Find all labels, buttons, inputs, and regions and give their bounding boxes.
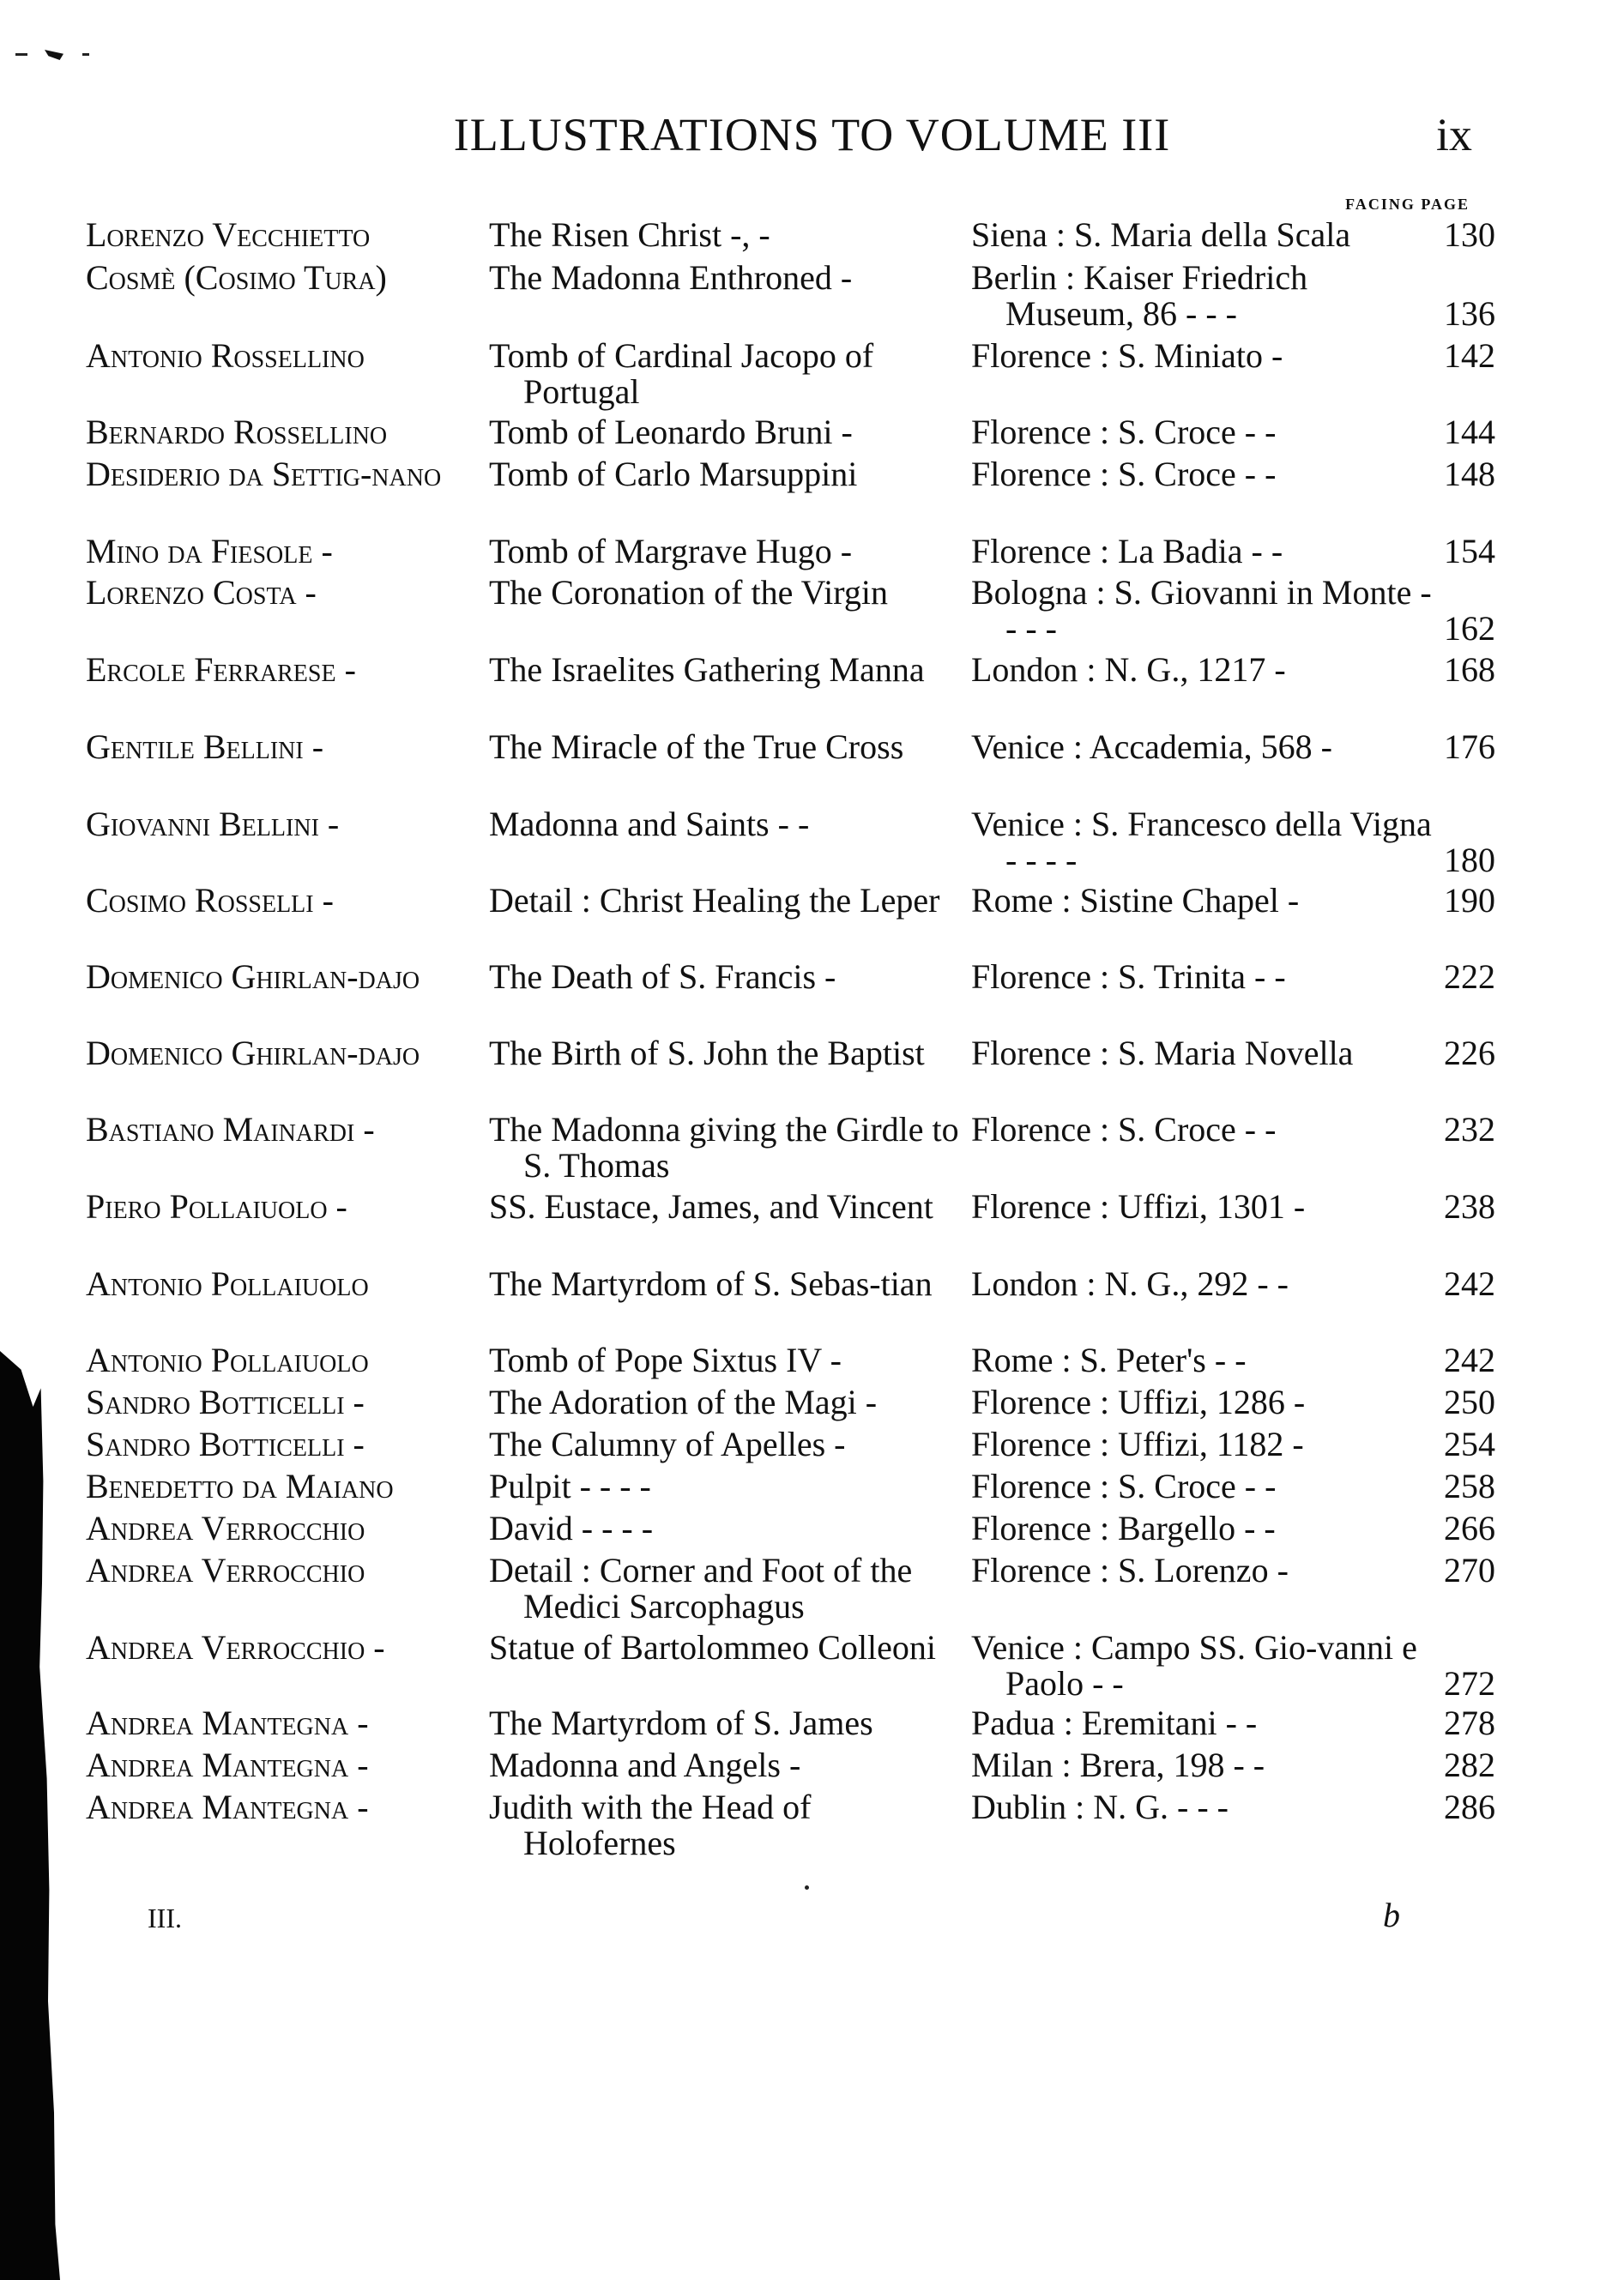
illustration-location: Florence : Uffizi, 1182 - [971, 1425, 1304, 1463]
illustration-subject: Madonna and Saints - - [489, 805, 810, 843]
scan-speck [45, 50, 63, 60]
artist-name: Antonio Pollaiuolo [86, 1264, 369, 1303]
facing-page-number: 144 [1444, 413, 1495, 451]
artist-name: Antonio Rossellino [86, 336, 365, 375]
artist-name: Andrea Verrocchio [86, 1509, 365, 1547]
illustration-subject: The Adoration of the Magi - [489, 1383, 878, 1421]
illustration-location: Florence : S. Croce - - [971, 1110, 1277, 1149]
illustration-location: Venice : Accademia, 568 - [971, 727, 1332, 766]
illustration-location: Dublin : N. G. - - - [971, 1788, 1229, 1826]
binding-shadow [0, 1351, 60, 2280]
facing-page-number: 130 [1444, 215, 1495, 254]
facing-page-number: 222 [1444, 957, 1495, 996]
facing-page-number: 180 [1444, 841, 1495, 879]
facing-page-number: 242 [1444, 1341, 1495, 1379]
illustration-location: Bologna : S. Giovanni in Monte - - - - [971, 573, 1432, 648]
illustration-subject: Tomb of Cardinal Jacopo of Portugal [489, 336, 874, 411]
artist-name: Bernardo Rossellino [86, 413, 388, 451]
artist-name: Andrea Mantegna - [86, 1746, 369, 1784]
illustration-subject: Pulpit - - - - [489, 1467, 651, 1505]
illustration-subject: Tomb of Carlo Marsuppini [489, 455, 858, 493]
illustration-subject: The Martyrdom of S. James [489, 1704, 873, 1742]
illustration-location: Florence : S. Lorenzo - [971, 1551, 1289, 1589]
illustration-location: Rome : S. Peter's - - [971, 1341, 1247, 1379]
artist-name: Domenico Ghirlan-dajo [86, 957, 420, 996]
signature-mark: III. [148, 1903, 182, 1933]
facing-page-number: 142 [1444, 336, 1495, 375]
facing-page-number: 168 [1444, 650, 1495, 689]
artist-name: Antonio Pollaiuolo [86, 1341, 369, 1379]
gathering-letter: b [1383, 1896, 1400, 1934]
facing-page-number: 242 [1444, 1264, 1495, 1303]
illustration-location: Berlin : Kaiser Friedrich Museum, 86 - - - [971, 258, 1308, 333]
artist-name: Cosmè (Cosimo Tura) [86, 258, 387, 297]
illustration-subject: The Martyrdom of S. Sebas-tian [489, 1264, 933, 1303]
illustration-subject: Detail : Corner and Foot of the Medici Sarcophagus [489, 1551, 913, 1626]
illustration-location: Florence : S. Trinita - - [971, 957, 1286, 996]
artist-name: Sandro Botticelli - [86, 1383, 365, 1421]
facing-page-number: 162 [1444, 609, 1495, 648]
illustration-location: Florence : S. Maria Novella [971, 1034, 1354, 1072]
artist-name: Piero Pollaiuolo - [86, 1187, 347, 1226]
facing-page-number: 254 [1444, 1425, 1495, 1463]
illustration-location: Venice : S. Francesco della Vigna - - - - [971, 805, 1432, 879]
scan-speck [15, 53, 27, 56]
artist-name: Lorenzo Vecchietto [86, 215, 371, 254]
illustration-subject: Tomb of Leonardo Bruni - [489, 413, 853, 451]
illustration-location: Florence : S. Croce - - [971, 455, 1277, 493]
illustration-location: Florence : La Badia - - [971, 532, 1283, 570]
facing-page-number: 250 [1444, 1383, 1495, 1421]
illustration-location: Florence : Uffizi, 1286 - [971, 1383, 1306, 1421]
facing-page-number: 270 [1444, 1551, 1495, 1589]
illustration-location: Siena : S. Maria della Scala [971, 215, 1351, 254]
facing-page-number: 136 [1444, 294, 1495, 333]
artist-name: Andrea Mantegna - [86, 1788, 369, 1826]
artist-name: Sandro Botticelli - [86, 1425, 365, 1463]
illustration-subject: SS. Eustace, James, and Vincent [489, 1187, 933, 1226]
facing-page-number: 176 [1444, 727, 1495, 766]
illustration-subject: Tomb of Margrave Hugo - [489, 532, 853, 570]
artist-name: Andrea Verrocchio - [86, 1628, 385, 1667]
artist-name: Ercole Ferrarese - [86, 650, 356, 689]
facing-page-number: 238 [1444, 1187, 1495, 1226]
illustration-subject: David - - - - [489, 1509, 654, 1547]
illustration-subject: Tomb of Pope Sixtus IV - [489, 1341, 842, 1379]
illustration-location: Florence : S. Miniato - [971, 336, 1283, 375]
illustration-subject: The Miracle of the True Cross [489, 727, 904, 766]
facing-page-number: 226 [1444, 1034, 1495, 1072]
facing-page-number: 190 [1444, 881, 1495, 920]
facing-page-number: 258 [1444, 1467, 1495, 1505]
illustration-subject: Detail : Christ Healing the Leper [489, 881, 940, 920]
illustration-subject: The Madonna Enthroned - [489, 258, 853, 297]
scan-speck [82, 53, 89, 56]
artist-name: Domenico Ghirlan-dajo [86, 1034, 420, 1072]
facing-page-number: 278 [1444, 1704, 1495, 1742]
artist-name: Desiderio da Settig-nano [86, 455, 442, 493]
facing-page-number: 282 [1444, 1746, 1495, 1784]
facing-page-number: 232 [1444, 1110, 1495, 1149]
illustration-subject: The Calumny of Apelles - [489, 1425, 846, 1463]
artist-name: Cosimo Rosselli - [86, 881, 334, 920]
facing-page-number: 148 [1444, 455, 1495, 493]
facing-page-number: 286 [1444, 1788, 1495, 1826]
facing-page-number: 154 [1444, 532, 1495, 570]
illustration-location: Florence : S. Croce - - [971, 1467, 1277, 1505]
illustration-location: Florence : Bargello - - [971, 1509, 1276, 1547]
illustration-location: London : N. G., 1217 - [971, 650, 1286, 689]
illustration-subject: The Israelites Gathering Manna [489, 650, 925, 689]
illustration-subject: The Death of S. Francis - [489, 957, 836, 996]
artist-name: Andrea Verrocchio [86, 1551, 365, 1589]
illustration-subject: The Birth of S. John the Baptist [489, 1034, 925, 1072]
page-folio: ix [1435, 109, 1472, 160]
scan-speck [805, 1885, 809, 1890]
facing-page-number: 266 [1444, 1509, 1495, 1547]
illustration-subject: The Risen Christ -, - [489, 215, 770, 254]
illustration-location: Venice : Campo SS. Gio-vanni e Paolo - - [971, 1628, 1417, 1703]
illustration-location: Florence : S. Croce - - [971, 413, 1277, 451]
illustration-location: Rome : Sistine Chapel - [971, 881, 1300, 920]
artist-name: Bastiano Mainardi - [86, 1110, 375, 1149]
illustration-subject: The Coronation of the Virgin [489, 573, 888, 612]
artist-name: Gentile Bellini - [86, 727, 324, 766]
illustration-location: London : N. G., 292 - - [971, 1264, 1289, 1303]
illustration-subject: Judith with the Head of Holofernes [489, 1788, 812, 1862]
illustration-location: Padua : Eremitani - - [971, 1704, 1258, 1742]
artist-name: Lorenzo Costa - [86, 573, 317, 612]
illustration-subject: Madonna and Angels - [489, 1746, 801, 1784]
artist-name: Benedetto da Maiano [86, 1467, 394, 1505]
running-head: ILLUSTRATIONS TO VOLUME III [453, 109, 1171, 160]
column-label-facing-page: FACING PAGE [1345, 196, 1470, 213]
artist-name: Andrea Mantegna - [86, 1704, 369, 1742]
illustration-location: Florence : Uffizi, 1301 - [971, 1187, 1306, 1226]
facing-page-number: 272 [1444, 1664, 1495, 1703]
artist-name: Giovanni Bellini - [86, 805, 340, 843]
artist-name: Mino da Fiesole - [86, 532, 333, 570]
illustration-subject: The Madonna giving the Girdle to S. Thomas [489, 1110, 959, 1185]
illustration-subject: Statue of Bartolommeo Colleoni [489, 1628, 937, 1667]
illustration-location: Milan : Brera, 198 - - [971, 1746, 1265, 1784]
